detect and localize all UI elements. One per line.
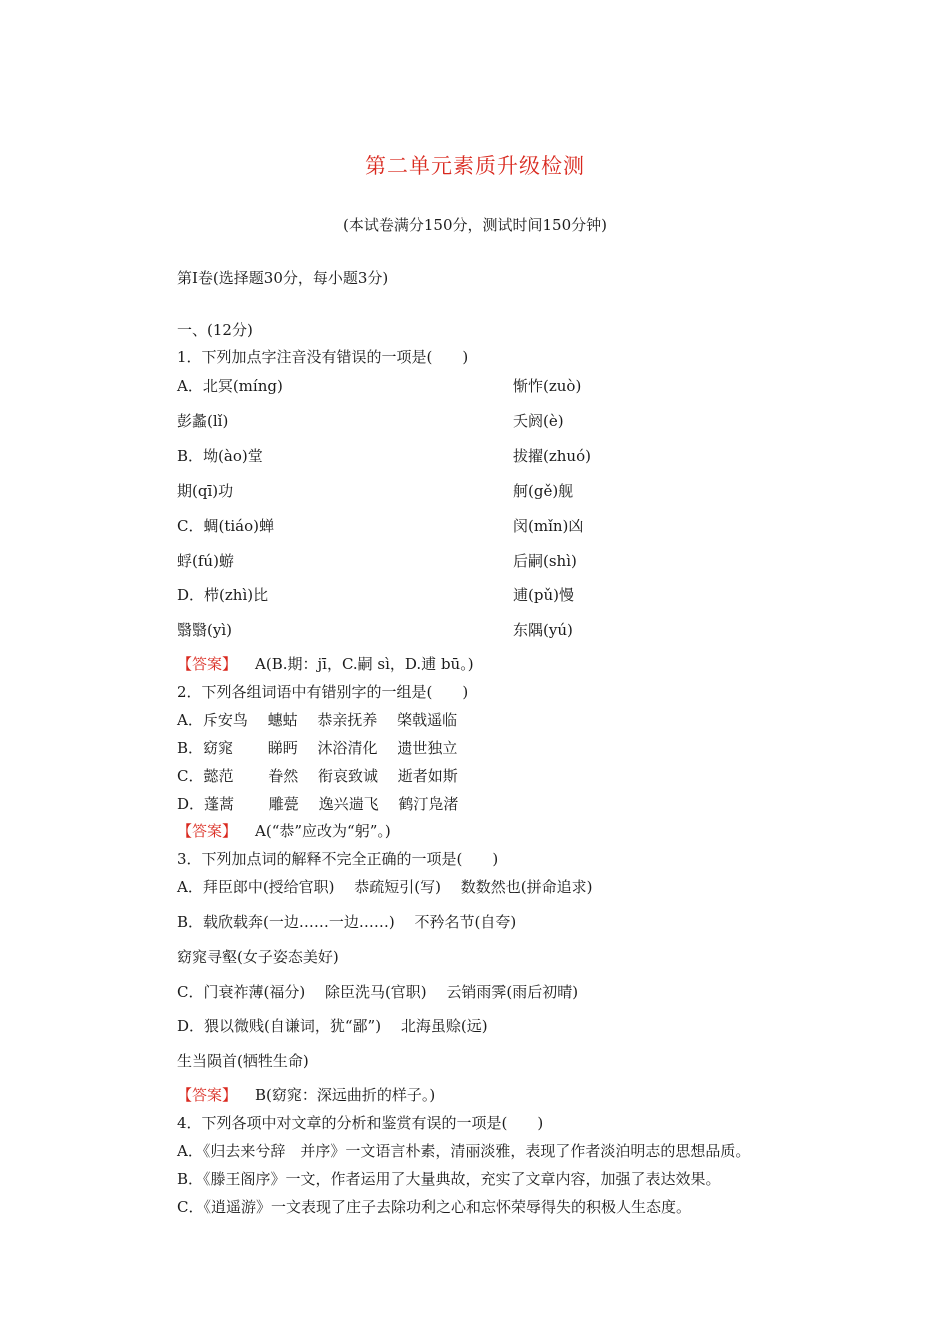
answer-text: A(B.期：jī，C.嗣 sì，D.逋 bū。) [255, 655, 474, 673]
answer-label: 【答案】 [177, 1086, 238, 1104]
answer-text: B(窈窕：深远曲折的样子。) [255, 1086, 436, 1104]
question-1-option-d3: 翳翳(yì) [177, 621, 232, 639]
question-1-option-d2: 逋(pǔ)慢 [513, 586, 574, 604]
question-1-answer [177, 654, 474, 674]
question-1-option-b4: 舸(gě)舰 [513, 482, 574, 500]
question-1-option-b1: B．坳(ào)堂 [177, 447, 263, 465]
question-3-option-c: C．门衰祚薄(福分) 除臣洗马(官职) 云销雨霁(雨后初晴) [177, 983, 579, 1001]
page-title: 第二单元素质升级检测 [365, 154, 585, 178]
question-3-answer [177, 1085, 435, 1105]
part-header: 一、(12分) [177, 321, 253, 339]
question-4-option-b: B．《滕王阁序》一文，作者运用了大量典故，充实了文章内容，加强了表达效果。 [177, 1170, 721, 1188]
question-2-option-d: D．蓬蒿 雕甍 逸兴遄飞 鹤汀凫渚 [177, 795, 459, 813]
question-1-option-d1: D．栉(zhì)比 [177, 586, 269, 604]
question-1-option-a4: 夭阏(è) [513, 412, 564, 430]
question-1-option-c2: 闵(mǐn)凶 [513, 517, 584, 535]
question-4-option-a: A．《归去来兮辞 并序》一文语言朴素，清丽淡雅，表现了作者淡泊明志的思想品质。 [177, 1142, 751, 1160]
question-3-stem: 3．下列加点词的解释不完全正确的一项是( ) [177, 850, 499, 868]
question-4-option-c: C．《逍遥游》一文表现了庄子去除功利之心和忘怀荣辱得失的积极人生态度。 [177, 1198, 691, 1216]
section-header: 第Ⅰ卷(选择题30分，每小题3分) [177, 269, 389, 287]
question-1-option-c1: C．蜩(tiáo)蝉 [177, 517, 274, 535]
question-4-stem: 4．下列各项中对文章的分析和鉴赏有误的一项是( ) [177, 1114, 544, 1132]
question-3-option-d: D．猥以微贱(自谦词，犹“鄙”) 北海虽赊(远) [177, 1017, 488, 1035]
answer-label: 【答案】 [177, 655, 238, 673]
question-1-stem: 1．下列加点字注音没有错误的一项是( ) [177, 348, 469, 366]
question-2-option-a: A．斥安鸟 蟪蛄 恭亲抚养 棨戟遥临 [177, 711, 458, 729]
question-2-option-b: B．窈窕 睇眄 沐浴清化 遗世独立 [177, 739, 458, 757]
question-3-option-a: A．拜臣郎中(授给官职) 恭疏短引(写) 数数然也(拼命追求) [177, 878, 593, 896]
question-1-option-b3: 期(qī)功 [177, 482, 234, 500]
answer-label: 【答案】 [177, 822, 238, 840]
question-3-option-d-cont: 生当陨首(牺牲生命) [177, 1052, 309, 1070]
question-3-option-b: B．载欣载奔(一边……一边……) 不矜名节(自夸) [177, 913, 517, 931]
answer-text: A(“恭”应改为“躬”。) [255, 822, 391, 840]
question-1-option-a1: A．北冥(míng) [177, 377, 283, 395]
question-1-option-a2: 惭怍(zuò) [513, 377, 582, 395]
question-3-option-b-cont: 窈窕寻壑(女子姿态美好) [177, 948, 339, 966]
page-subtitle: (本试卷满分150分，测试时间150分钟) [343, 216, 607, 234]
question-1-option-b2: 拔擢(zhuó) [513, 447, 591, 465]
question-1-option-d4: 东隅(yú) [513, 621, 573, 639]
question-1-option-a3: 彭蠡(lǐ) [177, 412, 229, 430]
question-2-answer [177, 821, 391, 841]
question-1-option-c4: 后嗣(shì) [513, 552, 577, 570]
question-2-option-c: C．懿范 眷然 衔哀致诚 逝者如斯 [177, 767, 458, 785]
question-1-option-c3: 蜉(fú)蝣 [177, 552, 234, 570]
question-2-stem: 2．下列各组词语中有错别字的一组是( ) [177, 683, 469, 701]
